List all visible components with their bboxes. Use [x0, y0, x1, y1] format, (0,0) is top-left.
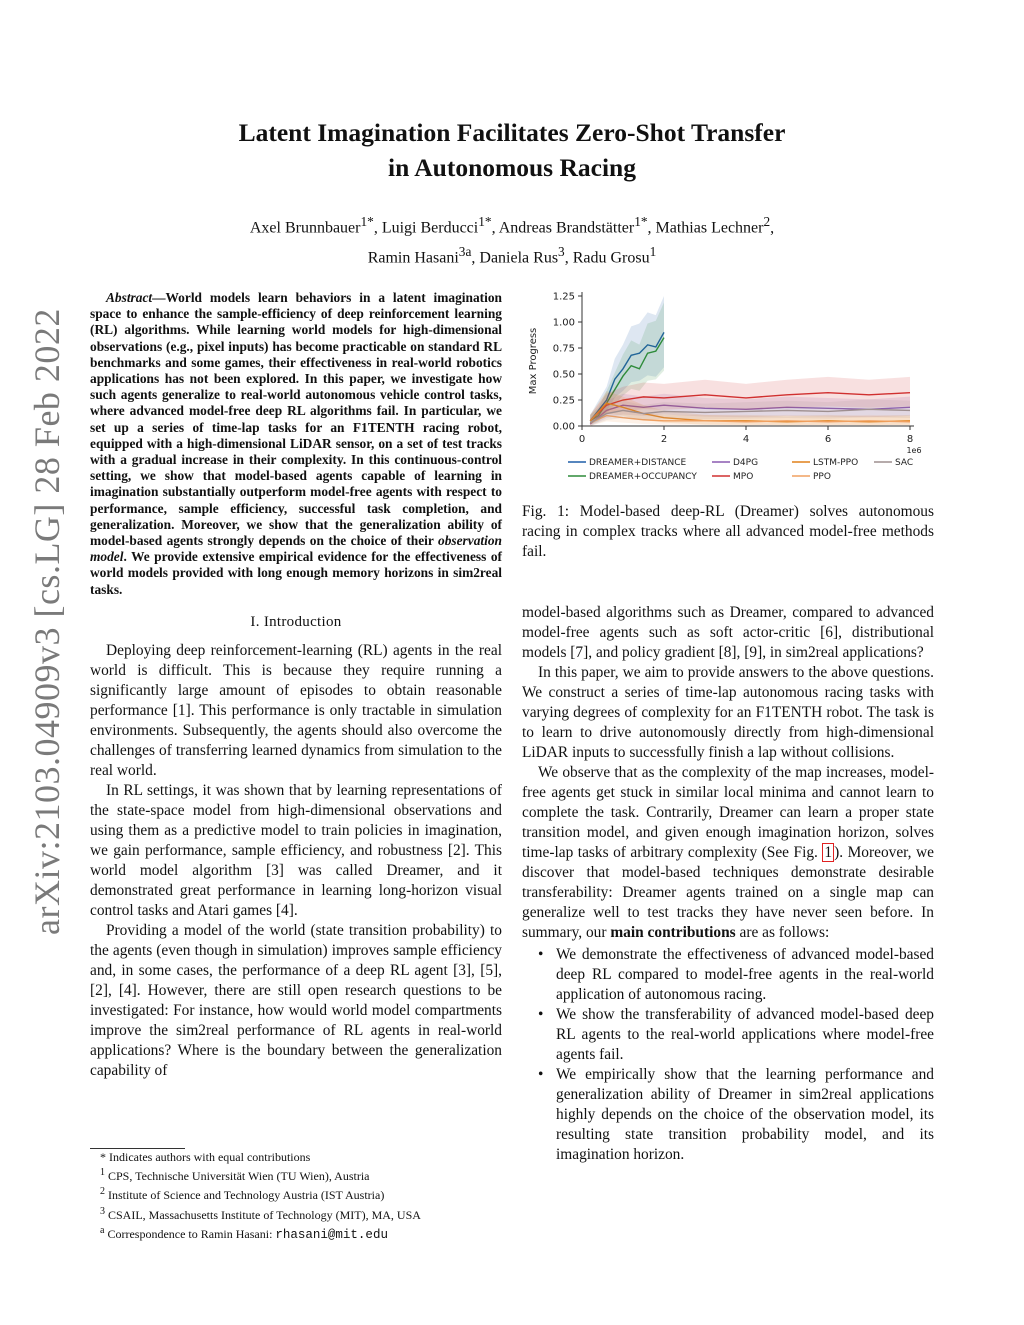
intro-paragraph-2: In RL settings, it was shown that by learning representations of the state-space model from high-dimensional observations and using them as a predictive model to train policies in imagination, we gain performance, sample efficiency, and robustness [2]. This world model algorithm [3] was called Dreamer, and it demonstrated great performance in learning long-horizon visual control tasks and Atari games [4].: [90, 781, 502, 919]
x-scale-label: 1e6: [906, 446, 922, 455]
footnote-affiliation-1: [90, 1165, 502, 1184]
footnote-text: CSAIL, Massachusetts Institute of Technology (MIT), MA, USA: [105, 1207, 421, 1222]
author-affiliation: 2: [763, 214, 771, 229]
paragraph-text: ). Moreover, we discover that model-based techniques demonstrate desirable transferability: Dreamer agents trained on a single map can generalize well to test tracks they have never seen before. In summary, our: [522, 844, 934, 941]
author-affiliation: 3: [558, 244, 565, 260]
figure-reference-link[interactable]: 1: [824, 844, 833, 861]
y-axis-label: Max Progress: [528, 327, 539, 395]
figure-1-chart: [512, 282, 942, 492]
author-name: Axel Brunnbauer: [249, 219, 361, 237]
x-tick-label: 4: [742, 434, 750, 445]
legend-label: DREAMER+OCCUPANCY: [589, 472, 697, 482]
author-affiliation: 1*: [634, 214, 648, 229]
y-tick-label: 0.00: [552, 421, 575, 433]
paragraph-bold: main contributions: [610, 924, 736, 941]
author-name: Andreas Brandstätter: [498, 219, 635, 237]
right-column: [522, 603, 934, 1165]
author-name: Ramin Hasani: [367, 249, 459, 267]
paragraph-text: are as follows:: [735, 924, 830, 941]
intro-paragraph-1: Deploying deep reinforcement-learning (RL) agents in the real world is difficult. This is because they require running a significantly large amount of episodes to obtain reasonable performance [1]. This performance is only tractable in simulation environments. Subsequently, the agents should also overcome the challenges of transferring learned dynamics from simulation to the real world.: [90, 641, 502, 779]
figure-caption: Fig. 1: Model-based deep-RL (Dreamer) solves autonomous racing in complex tracks where all advanced model-free methods fail.: [522, 503, 934, 560]
abstract: [90, 290, 502, 598]
arxiv-identifier: arXiv:2103.04909v3 [cs.LG] 28 Feb 2022: [27, 308, 67, 935]
author-name: Daniela Rus: [479, 249, 559, 267]
footnote-affiliation-3: [90, 1204, 502, 1223]
footnote-affiliation-2: [90, 1184, 502, 1203]
footnote-text: CPS, Technische Universität Wien (TU Wien), Austria: [105, 1169, 370, 1184]
right-paragraph-3: [522, 763, 934, 943]
right-paragraph-2: In this paper, we aim to provide answers to the above questions. We construct a series of time-lap autonomous racing tasks with varying degrees of complexity for an F1TENTH robot. The task is to learn to drive autonomously directly from high-dimensional LiDAR inputs to successfully finish a lap without collisions.: [522, 664, 934, 761]
legend-label: SAC: [895, 458, 914, 468]
author-affiliation: 1*: [360, 214, 374, 229]
y-tick-label: 0.50: [552, 369, 575, 381]
right-paragraph-1: model-based algorithms such as Dreamer, compared to advanced model-free agents such as soft actor-critic [6], distributional models [7], and policy gradient [8], [9], in sim2real applications?: [522, 604, 934, 661]
legend-label: DREAMER+DISTANCE: [589, 458, 687, 468]
chart-canvas: [512, 282, 942, 492]
author-list: [120, 210, 904, 271]
y-tick-label: 0.25: [552, 395, 575, 407]
footnote-marker: 1: [100, 1167, 105, 1179]
paragraph-text: We observe that as the complexity of the map increases, model-free agents get stuck in similar local minima and cannot learn to complete the task. Contrarily, Dreamer can learn a proper state transition model, and given enough imagination horizon, solves time-lap tasks of arbitrary complexity (See Fig.: [522, 764, 934, 861]
legend-label: PPO: [813, 472, 831, 482]
left-column: [90, 290, 502, 1081]
author-affiliation: 3a: [458, 244, 472, 260]
authors-line-2: Ramin Hasani$^{3a}$, Daniela Rus$^3$, Radu Grosu$^1$: [367, 244, 657, 267]
x-tick-label: 6: [824, 434, 832, 445]
section-heading-introduction: I. Introduction: [250, 613, 342, 630]
author-affiliation: 1*: [478, 214, 492, 229]
abstract-text: [90, 290, 502, 598]
contributions-list: [522, 945, 934, 1165]
x-tick-label: 2: [660, 434, 668, 445]
abstract-body-2: . We provide extensive empirical evidence for the effectiveness of world models provided with long enough memory horizons in sim2real tasks.: [90, 549, 502, 597]
paper-title: [120, 115, 904, 185]
legend-label: MPO: [733, 472, 754, 482]
authors-line-1: Axel Brunnbauer$^{1*}$, Luigi Berducci$^{1*}$, Andreas Brandstätter$^{1*}$, Mathias Lechner$^2$,: [249, 214, 775, 237]
footnotes: [90, 1148, 502, 1243]
y-tick-label: 1.00: [552, 317, 575, 329]
list-item: • We show the transferability of advanced model-based deep RL agents to the real-world applications where model-free agents fail.: [556, 1005, 934, 1065]
footnote-equal-contribution: * Indicates authors with equal contributions: [100, 1150, 311, 1164]
footnote-text: Institute of Science and Technology Austria (IST Austria): [105, 1188, 385, 1203]
author-name: Luigi Berducci: [381, 219, 479, 237]
abstract-emphasis: observation model: [90, 533, 502, 565]
legend-label: LSTM-PPO: [813, 458, 859, 468]
correspondence-email[interactable]: rhasani@mit.edu: [275, 1227, 388, 1242]
footnote-correspondence: [90, 1223, 502, 1243]
x-tick-label: 0: [578, 434, 586, 445]
list-item: • We empirically show that the learning performance and generalization ability of Dreamer in sim2real applications highly depends on the choice of the observation model, its resulting state transition probability model, and its imagination horizon.: [556, 1065, 934, 1165]
author-name: Radu Grosu: [572, 249, 650, 267]
author-affiliation: 1: [649, 244, 657, 260]
title-line-1: Latent Imagination Facilitates Zero-Shot Transfer: [238, 118, 786, 147]
author-name: Mathias Lechner: [655, 219, 764, 237]
x-tick-label: 8: [906, 434, 914, 445]
y-tick-label: 1.25: [552, 291, 575, 303]
intro-paragraph-3: Providing a model of the world (state transition probability) to the agents (even though in simulation) improves sample efficiency and, in some cases, the performance of a deep RL agent [3], [5], [2], [4]. However, there are still open research questions to be investigated: For instance, how would world model compartments improve the sim2real performance of RL agents in real-world applications? Where is the boundary between the generalization capability of: [90, 921, 502, 1079]
y-tick-label: 0.75: [552, 343, 575, 355]
abstract-body-1: —World models learn behaviors in a latent imagination space to enhance the sample-efficiency of deep reinforcement learning (RL) algorithms. While learning world models for high-dimensional observations (e.g., pixel inputs) has become practicable on standard RL benchmarks and some games, their effectiveness in real-world robotics applications has not been explored. In this paper, we investigate how such agents generalize to real-world autonomous vehicle control tasks, where advanced model-free deep RL algorithms fail. In particular, we set up a series of time-lap tasks for an F1TENTH racing robot, equipped with a high-dimensional LiDAR sensor, on a set of test tracks with a gradual increase in their complexity. In this continuous-control setting, we show that model-based agents capable of learning in imagination substantially outperform model-free agents with respect to performance, sample efficiency, successful task completion, and generalization. Moreover, we show that the generalization ability of model-based agents strongly depends on the choice of their: [90, 290, 502, 549]
legend-label: D4PG: [733, 458, 759, 468]
footnote-text: Correspondence to Ramin Hasani:: [104, 1226, 276, 1241]
abstract-label: Abstract: [106, 290, 153, 305]
footnote-marker: a: [100, 1224, 105, 1236]
footnote-marker: 2: [100, 1186, 105, 1198]
title-line-2: in Autonomous Racing: [388, 153, 636, 182]
list-item: • We demonstrate the effectiveness of advanced model-based deep RL compared to model-free agents in the real-world application of autonomous racing.: [556, 945, 934, 1005]
footnote-marker: 3: [100, 1205, 105, 1217]
